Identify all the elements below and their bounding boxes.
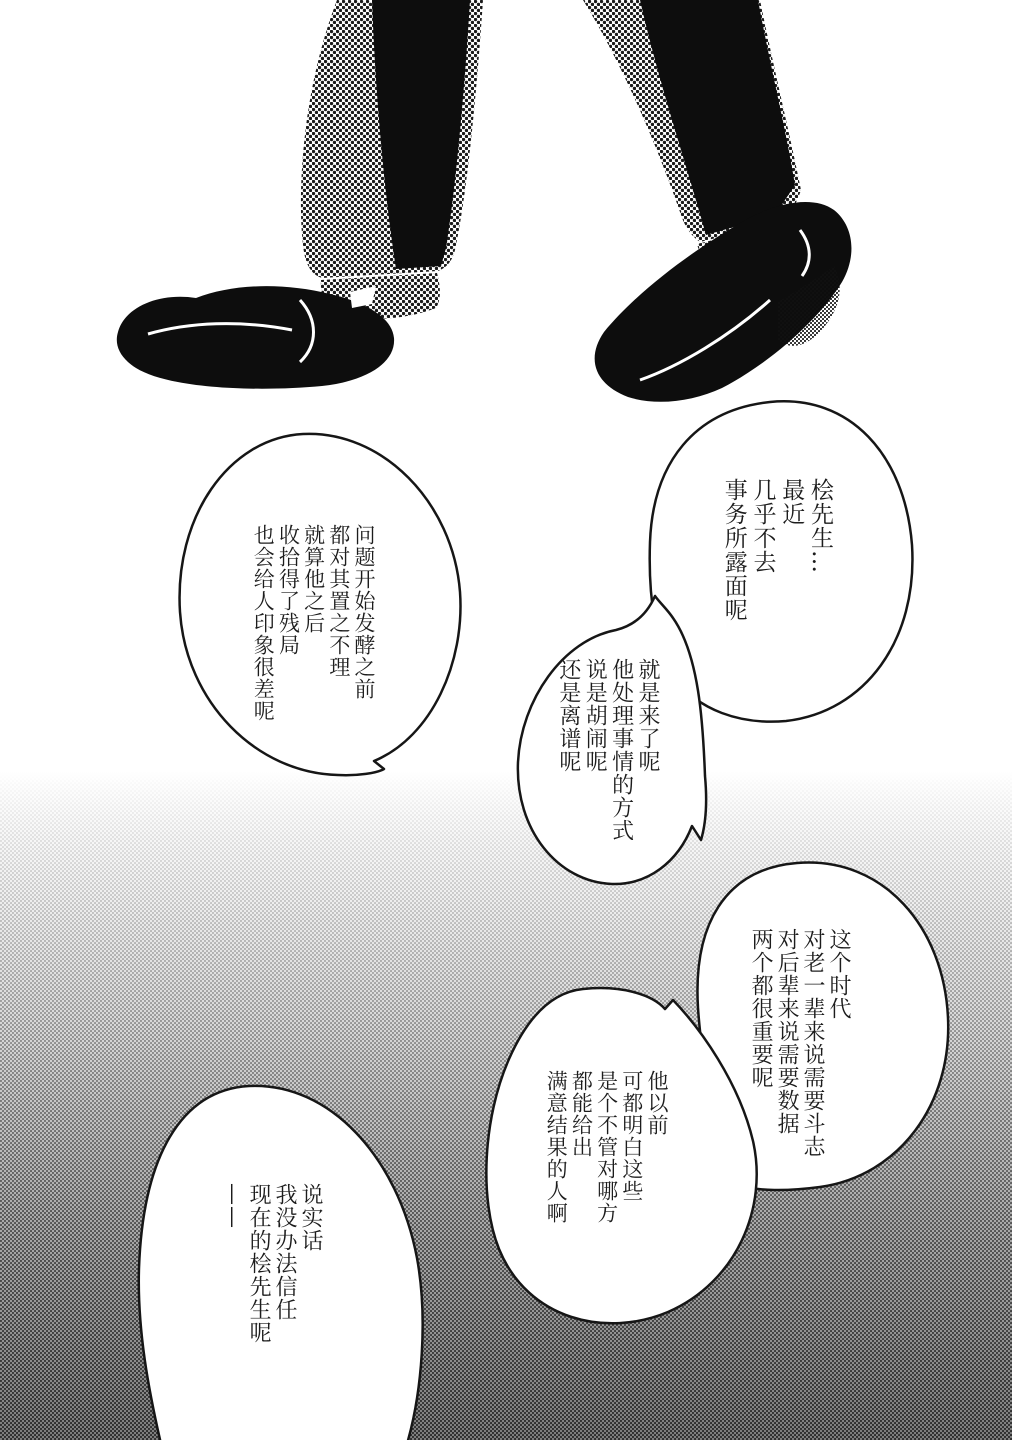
- text-line: 收拾得了残局: [276, 524, 301, 656]
- text-line: 他以前: [645, 1070, 669, 1136]
- text-line: 两个都很重要呢: [748, 928, 774, 1089]
- text-line: 桧先生…: [807, 478, 833, 574]
- text-line: 问题开始发酵之前: [352, 524, 376, 700]
- text-line: 是个不管对哪方: [594, 1070, 619, 1224]
- speech-bubble-text-left: [250, 524, 376, 722]
- text-line: 最近: [778, 478, 805, 526]
- speech-bubble-text-mid-lower: [543, 1070, 669, 1224]
- text-line: 也会给人印象很差呢: [251, 524, 276, 722]
- text-line: 满意结果的人啊: [544, 1070, 569, 1224]
- text-line: ——: [220, 1183, 246, 1229]
- text-line: 对老一辈来说需要斗志: [800, 928, 826, 1158]
- text-line: 都对其置之不理: [326, 524, 351, 678]
- text-line: 对后辈来说需要数据: [774, 928, 800, 1135]
- text-line: 事务所露面呢: [720, 478, 747, 622]
- text-line: 都能给出: [569, 1070, 594, 1158]
- text-line: 他处理事情的方式: [608, 658, 634, 842]
- text-line: 说是胡闹呢: [582, 658, 608, 773]
- text-line: 现在的桧先生呢: [246, 1183, 272, 1344]
- speech-bubble-text-top-right: [719, 478, 834, 622]
- text-line: 几乎不去: [749, 478, 776, 574]
- text-line: 说实话: [298, 1183, 323, 1252]
- text-line: 这个时代: [826, 928, 851, 1020]
- text-line: 还是离谱呢: [555, 658, 581, 773]
- speech-bubble-text-middle: [554, 658, 660, 842]
- walking-legs-art: [117, 0, 852, 402]
- text-line: 就算他之后: [301, 524, 326, 634]
- text-line: 我没办法信任: [272, 1183, 298, 1321]
- speech-bubble-text-right: [747, 928, 851, 1158]
- speech-bubble-text-bottom-left: [219, 1183, 323, 1344]
- text-line: 就是来了呢: [635, 658, 660, 773]
- text-line: 可都明白这些: [619, 1070, 644, 1202]
